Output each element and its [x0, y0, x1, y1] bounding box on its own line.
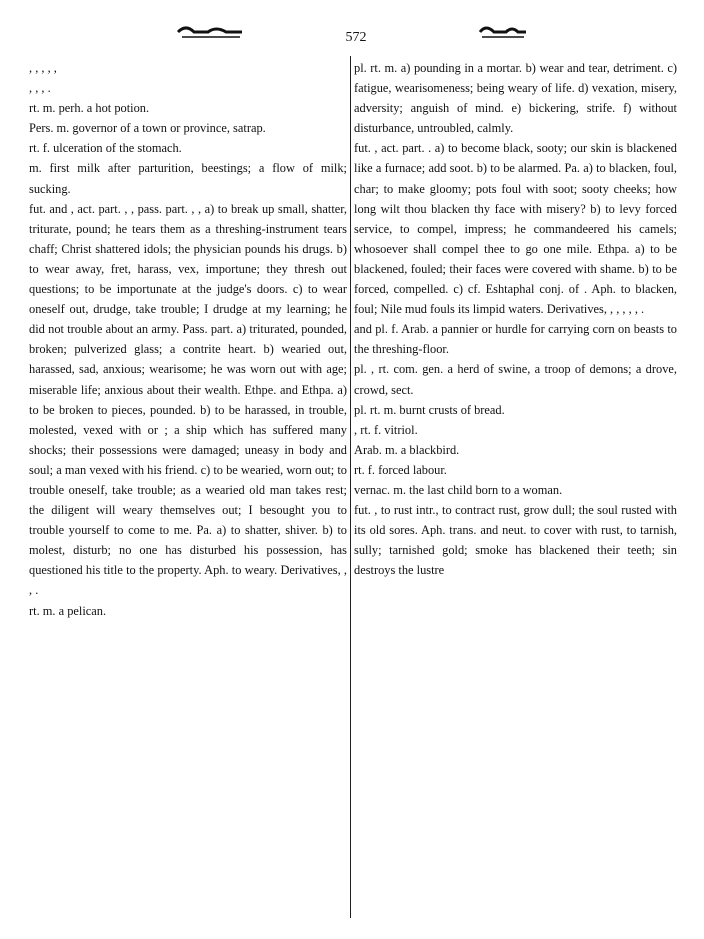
syriac-headword-image [478, 18, 528, 42]
entry-text: fut. and , act. part. , , pass. part. , , a) to break up small, shatter, triturate, pound; he tears them as a threshing-instrument tears chaff; Christ shattered idols; the physician pounds his drugs. b) to wear away, fret, harass, vex, importune; they thresh out questions; to be importunate at the judge's doors. c) to wear oneself out, drudge, take trouble; I drudge at my learning; he did not trouble about an army. Pass. part. a) triturated, pounded, broken; pulverized glass; a contrite heart. b) wearied out, harassed, sad, anxious; wearisome; he was worn out with age; miserable life; anxious about their wealth. Ethpe. and Ethpa. a) to be broken to pieces, pounded. b) to be harassed, in trouble, molested, vexed with or ; a ship which has suffered many shocks; their possessions were damaged; uneasy in body and soul; a man vexed with his friend. c) to be wearied, worn out; to trouble oneself, take trouble; as a wearied old man takes rest; the diligent will weary themselves out; I besought you to trouble yourself to come to me. Pa. a) to shatter, shiver. b) to molest, disturb; no one has disturbed his possession, has questioned his title to the property. Aph. to weary. Derivatives, , , . [29, 201, 347, 598]
entry-text: , , , , , [29, 61, 57, 75]
entry-text: , , , . [29, 81, 51, 96]
entry-text: pl. , rt. com. gen. a herd of swine, a troop of demons; a drove, crowd, sect. [354, 362, 677, 397]
entry-text: Pers. m. governor of a town or province, satrap. [29, 121, 266, 136]
entry-text: vernac. m. the last child born to a woman. [354, 482, 563, 497]
entry-text: rt. m. perh. a hot potion. [29, 101, 150, 116]
running-head-left-syriac [176, 18, 246, 48]
entry-text: rt. m. a pelican. [29, 603, 107, 618]
entry-text: fut. , to rust intr., to contract rust, grow dull; the soul rusted with its old sores. Aph. trans. and neut. to cover with rust, to tarnish, sully; tarnished gold; smoke has blackened their teeth; sin destroys the lustre [354, 503, 677, 578]
entry-text: pl. rt. m. burnt crusts of bread. [354, 402, 505, 417]
entry-text: and pl. f. Arab. a pannier or hurdle for carrying corn on beasts to the threshing-floor. [354, 322, 677, 357]
syriac-headword-image [176, 18, 246, 42]
column-divider [350, 56, 351, 918]
page-number: 572 [345, 30, 367, 45]
left-column [29, 58, 347, 621]
entry-text: Arab. m. a blackbird. [354, 442, 460, 457]
right-column [354, 58, 677, 580]
entry-text: rt. f. forced labour. [354, 462, 447, 477]
entry-text: , rt. f. vitriol. [354, 422, 418, 437]
entry-text: rt. f. ulceration of the stomach. [29, 141, 182, 156]
entry-text: m. first milk after parturition, beestings; a flow of milk; sucking. [29, 161, 347, 196]
running-head-right-syriac [478, 18, 528, 48]
entry-text: pl. rt. m. a) pounding in a mortar. b) wear and tear, detriment. c) fatigue, wearisomeness; being weary of life. d) vexation, misery, adversity; anguish of mind. e) bickering, strife. f) without disturbance, untroubled, calmly. [354, 61, 677, 136]
entry-text: fut. , act. part. . a) to become black, sooty; our skin is blackened like a furnace; add soot. b) to be alarmed. Pa. a) to blacken, foul, char; to make gloomy; pots foul with soot; sooty cheeks; how long wilt thou blacken thy face with misery? b) to levy forced service, to compel, impress; he commandeered his camels; whosoever shall compel thee to go one mile. Ethpa. a) to be blackened, fouled; their faces were covered with shame. b) to be forced, compelled. c) cf. Eshtaphal conj. of . Aph. to blacken, foul; Nile mud fouls its limpid waters. Derivatives, , , , , , . [354, 141, 677, 317]
